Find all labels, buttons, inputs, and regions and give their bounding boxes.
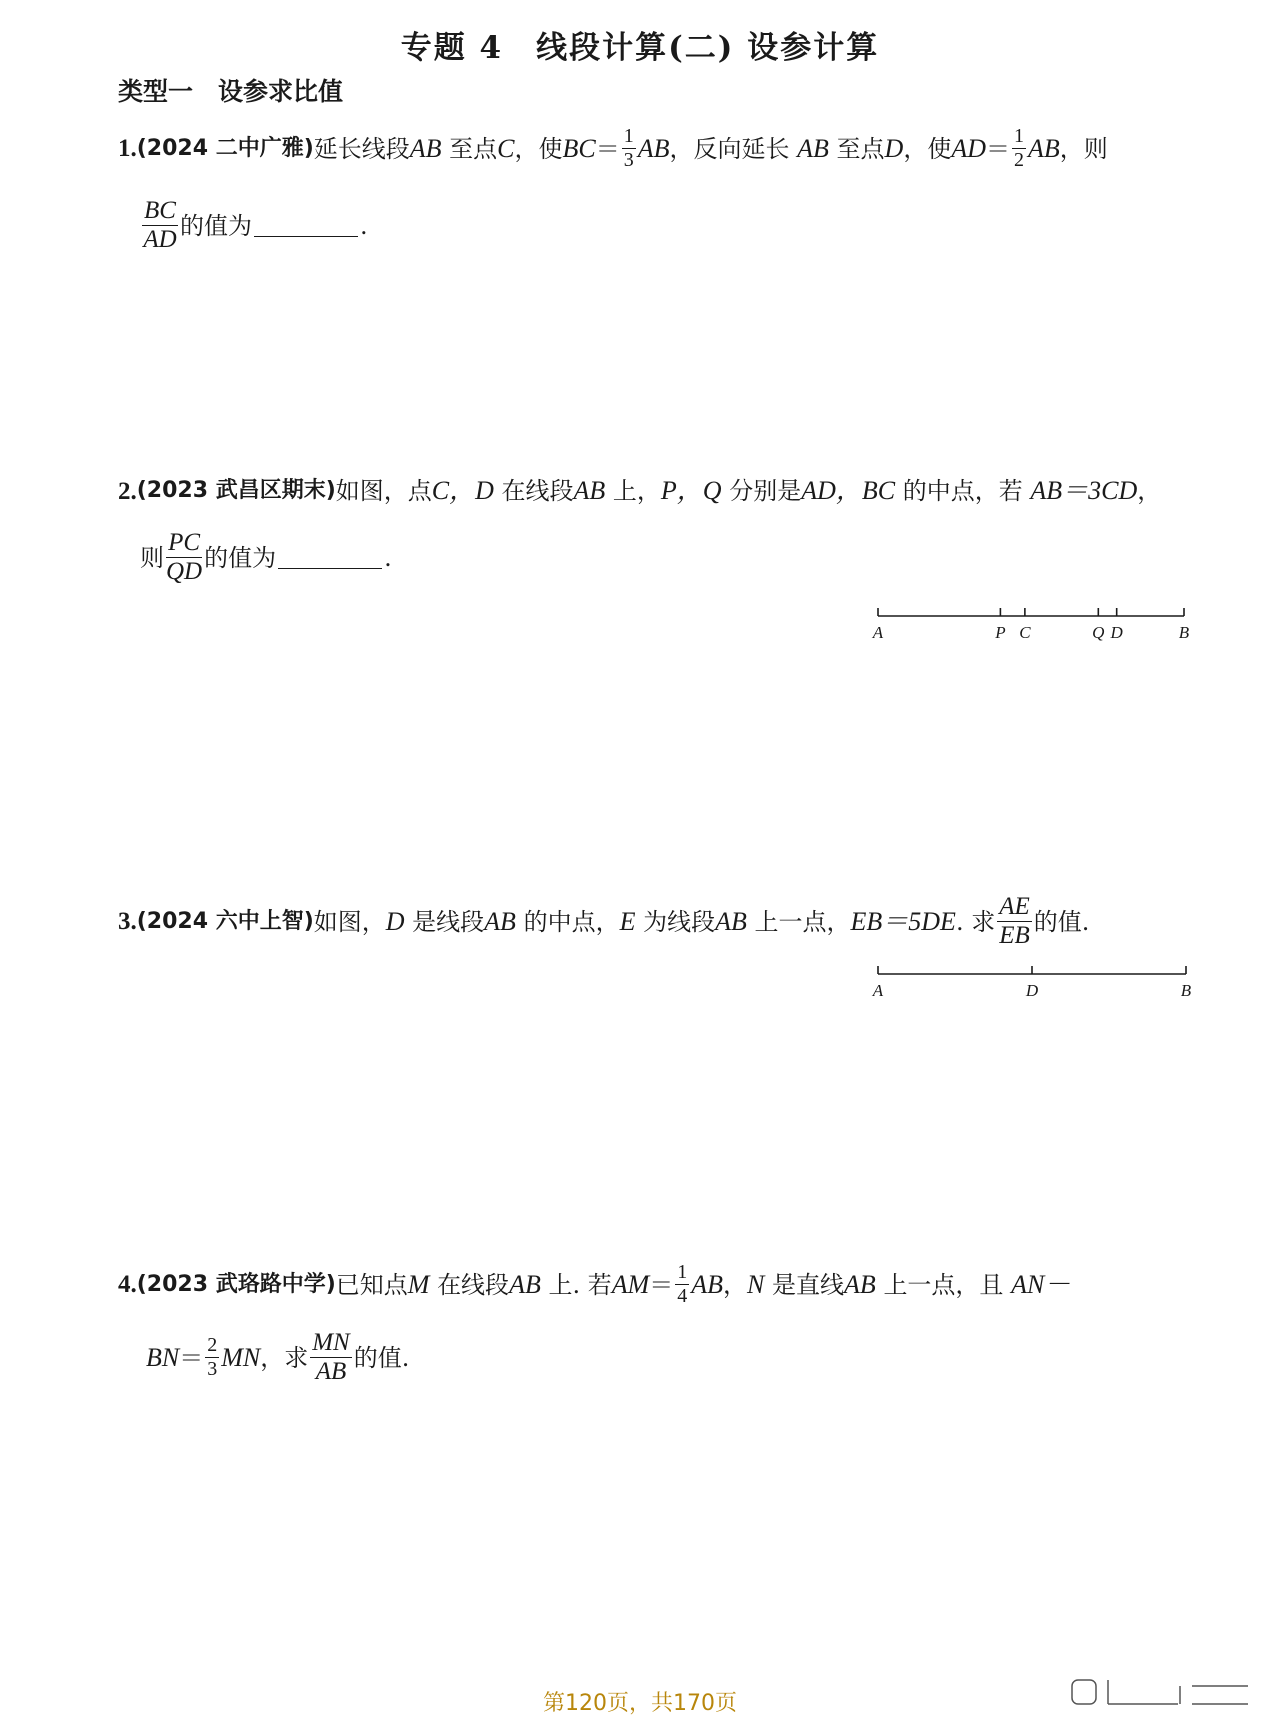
math-var: AB [844,1269,876,1299]
text: 上一点， [754,907,851,936]
question-4-line-2 [146,1330,409,1386]
denominator: EB [999,922,1030,950]
viewer-control-icon[interactable] [1068,1672,1268,1712]
equals: ＝ [649,1270,674,1299]
page-indicator: 第120页，共170页 [543,1691,737,1716]
text: ，反向延长 [669,134,790,163]
fraction [1012,126,1026,171]
math-var: AD [951,133,986,163]
text: ， [1137,477,1162,505]
numerator: 1 [677,1261,688,1283]
text: ，使 [903,134,952,163]
equals: ＝ [595,134,620,163]
numerator: 1 [623,125,634,147]
text: ，则 [1059,134,1108,163]
fraction [310,1330,352,1386]
text: 为线段 [643,907,716,936]
point-label-A: A [872,623,884,642]
point-label-B: B [1180,981,1192,1000]
text: 至点 [836,134,885,163]
text: 如图， [313,907,386,936]
denominator: AD [143,226,177,254]
point-label-C: C [1019,623,1031,642]
math-var: AM [611,1269,650,1299]
text: 在线段 [501,477,574,505]
math-var: AB [573,476,606,505]
question-number: 1. [118,135,137,162]
answer-blank [254,214,358,237]
math-var: AB [715,906,747,936]
text: ，使 [514,134,563,163]
text: 的值为 [204,543,277,572]
math-var: AD，BC [801,476,896,505]
fraction [205,1335,219,1380]
text: 是直线 [772,1270,845,1299]
numerator: BC [142,198,178,226]
answer-blank [278,546,382,569]
text: 是线段 [412,907,485,936]
denominator: AB [315,1358,347,1386]
text: . [359,211,368,240]
math-var: AB [691,1269,724,1299]
denominator: QD [166,558,203,586]
math-var: C，D [431,476,494,505]
text: 的值为 [179,211,252,240]
point-label-D: D [1110,623,1123,642]
numerator: 1 [1014,125,1024,147]
fraction [622,126,636,171]
question-source: (2024 六中上智) [136,908,314,934]
segment-diagram-q2 [860,600,1200,650]
text: 上. 若 [548,1270,612,1299]
point-label-A: A [872,981,884,1000]
numerator: AE [997,894,1032,922]
question-number: 4. [118,1271,137,1298]
text: ，求 [260,1343,309,1372]
fraction [166,530,202,586]
fraction [142,198,178,254]
math-var: AB [484,906,516,936]
text: 上， [612,477,661,505]
math-var: D [884,133,904,163]
point-label-B: B [1178,623,1190,642]
math-var: BC [562,133,596,163]
page-title: 专题 4 线段计算(二) 设参计算 [400,30,880,66]
math-relation: EB＝5DE [850,906,956,936]
math-var: AB [797,133,829,163]
denominator: 2 [1014,149,1024,171]
denominator: 4 [677,1285,688,1307]
text: . [384,543,392,572]
text: 延长线段 [313,134,410,163]
question-source: (2024 二中广雅) [136,135,314,161]
question-number: 3. [118,908,137,936]
math-var: P，Q [660,476,722,505]
section-heading: 类型一 设参求比值 [118,77,344,106]
denominator: 3 [623,149,634,171]
text: 的中点，若 [902,477,1023,505]
math-var: AB [637,133,670,163]
numerator: PC [166,530,202,558]
text: 的值. [353,1343,410,1372]
equals: ＝ [179,1343,204,1372]
equals: ＝ [986,134,1010,163]
point-label-Q: Q [1092,623,1105,642]
math-var: E [619,906,636,936]
text: 如图，点 [335,477,432,505]
question-4-line-1 [118,1262,1070,1307]
fraction [675,1262,689,1307]
text: 的值. [1033,907,1090,936]
text: 在线段 [437,1270,510,1299]
math-var: AN－ [1011,1269,1071,1299]
math-var: M [407,1269,430,1299]
point-label-D: D [1025,981,1039,1000]
math-var: N [747,1269,765,1299]
text: . 求 [955,907,996,936]
text: 则 [140,543,164,572]
text: 已知点 [335,1270,408,1299]
question-2-line-2 [140,530,392,586]
text: 分别是 [729,477,802,505]
fraction [997,894,1032,950]
text: 至点 [449,134,498,163]
math-var: AB [409,133,442,163]
numerator: 2 [207,1334,218,1357]
text: 上一点，且 [883,1270,1004,1299]
math-var: D [385,906,405,936]
math-var: AB [509,1269,541,1299]
question-2-line-1 [118,478,1161,504]
math-var: BN [146,1342,180,1372]
point-label-P: P [995,623,1006,642]
math-var: MN [221,1342,261,1372]
denominator: 3 [207,1358,218,1381]
question-1-line-2 [140,198,368,254]
numerator: MN [310,1330,352,1358]
text: ， [723,1270,748,1299]
segment-diagram-q3 [860,958,1200,1008]
question-source: (2023 武珞路中学) [136,1271,336,1297]
question-3-line-1 [118,894,1089,950]
math-var: AB [1028,133,1060,163]
math-relation: AB＝3CD [1030,476,1138,505]
question-source: (2023 武昌区期末) [136,478,336,503]
math-var: C [497,133,515,163]
question-number: 2. [118,477,137,505]
question-1-line-1 [118,126,1108,171]
text: 的中点， [523,907,620,936]
